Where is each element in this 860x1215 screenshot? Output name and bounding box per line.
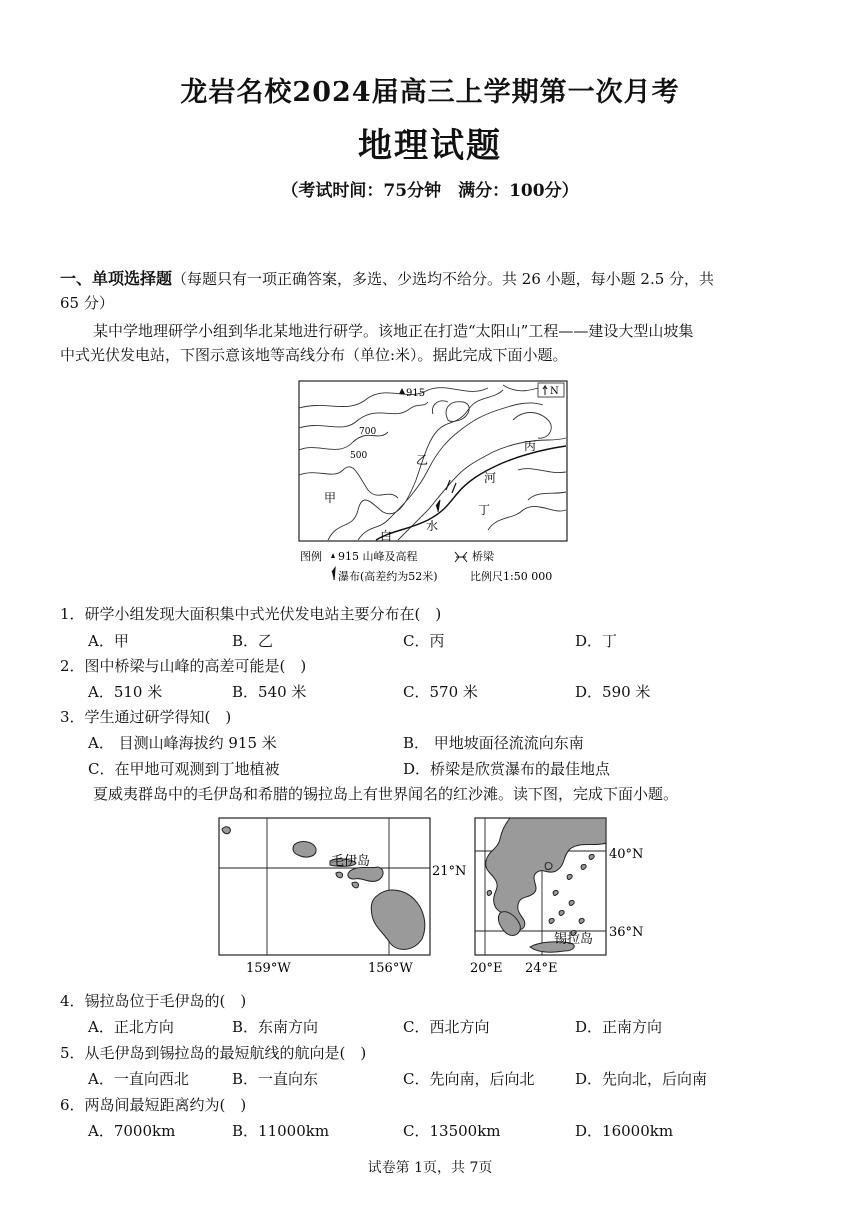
exam-title: 龙岩名校2024届高三上学期第一次月考	[180, 77, 680, 108]
q5-option-a[interactable]: A．一直向西北	[88, 1070, 189, 1088]
q6-stem: 6．两岛间最短距离约为( )	[60, 1096, 247, 1114]
q6-option-b[interactable]: B．11000km	[232, 1122, 330, 1140]
q1-stem: 1．研学小组发现大面积集中式光伏发电站主要分布在( )	[60, 605, 442, 623]
peak-label: 915	[406, 388, 426, 399]
q5-option-d[interactable]: D．先向北，后向南	[575, 1070, 708, 1088]
q6-option-a[interactable]: A．7000km	[88, 1122, 176, 1140]
q1-option-a[interactable]: A．甲	[88, 632, 129, 650]
hawaii-map	[218, 815, 468, 980]
legend-waterfall-icon	[332, 568, 335, 580]
contour-label-500: 500	[350, 451, 368, 461]
section-instructions: （每题只有一项正确答案，多选、少选均不给分。共 26 小题，每小题 2.5 分，共	[172, 270, 715, 288]
q5-option-b[interactable]: B．一直向东	[232, 1070, 319, 1088]
legend-peak-icon	[331, 553, 335, 558]
q3-option-c[interactable]: C．在甲地可观测到丁地植被	[88, 760, 280, 778]
q5-option-c[interactable]: C．先向南，后向北	[403, 1070, 535, 1088]
lon-label-159w: 159°W	[246, 961, 291, 976]
river-label-he: 河	[484, 471, 497, 485]
contour-label-700: 700	[359, 427, 377, 437]
maui-label: 毛伊岛	[331, 854, 371, 869]
section-instructions-line2: 65 分）	[60, 294, 114, 312]
legend-peak: 915 山峰及高程	[338, 550, 418, 563]
q2-stem: 2．图中桥梁与山峰的高差可能是( )	[60, 657, 307, 675]
q4-option-a[interactable]: A．正北方向	[88, 1018, 174, 1036]
q1-option-b[interactable]: B．乙	[232, 632, 274, 650]
thera-label: 锡拉岛	[554, 932, 594, 947]
page-footer: 试卷第 1页，共 7页	[367, 1160, 493, 1176]
q2-option-c[interactable]: C．570 米	[403, 683, 478, 701]
river-label-shui: 水	[426, 519, 439, 533]
place-ding: 丁	[478, 503, 491, 517]
legend-bridge: 桥梁	[472, 550, 494, 563]
legend-label: 图例	[300, 550, 322, 563]
q3-option-d[interactable]: D．桥梁是欣赏瀑布的最佳地点	[403, 760, 611, 778]
greece-map	[470, 815, 650, 980]
q5-stem: 5．从毛伊岛到锡拉岛的最短航线的航向是( )	[60, 1044, 367, 1062]
q4-option-c[interactable]: C．西北方向	[403, 1018, 490, 1036]
passage2-line1: 夏威夷群岛中的毛伊岛和希腊的锡拉岛上有世界闻名的红沙滩。读下图，完成下面小题。	[93, 785, 679, 803]
legend-bridge-icon	[455, 552, 467, 562]
lon-label-20e: 20°E	[470, 961, 503, 976]
place-yi: 乙	[416, 453, 429, 467]
q6-option-c[interactable]: C．13500km	[403, 1122, 501, 1140]
q2-option-b[interactable]: B．540 米	[232, 683, 307, 701]
q2-option-d[interactable]: D．590 米	[575, 683, 651, 701]
q3-option-a[interactable]: A． 目测山峰海拔约 915 米	[88, 734, 277, 752]
lat-label-40n: 40°N	[609, 847, 644, 862]
q4-option-d[interactable]: D．正南方向	[575, 1018, 663, 1036]
q3-option-b[interactable]: B． 甲地坡面径流流向东南	[403, 734, 584, 752]
place-jia: 甲	[324, 491, 337, 505]
place-bing: 丙	[524, 439, 537, 453]
legend-scale: 比例尺1:50 000	[470, 570, 553, 583]
subject-title: 地理试题	[358, 126, 502, 166]
q1-option-c[interactable]: C．丙	[403, 632, 445, 650]
lon-label-156w: 156°W	[368, 961, 413, 976]
q4-option-b[interactable]: B．东南方向	[232, 1018, 319, 1036]
legend-waterfall: 瀑布(高差约为52米)	[338, 570, 438, 583]
river-label-bai: 白	[380, 529, 393, 543]
exam-info: （考试时间：75分钟 满分：100分）	[281, 181, 579, 201]
lon-label-24e: 24°E	[525, 961, 558, 976]
lat-label-36n: 36°N	[609, 925, 644, 940]
q1-option-d[interactable]: D．丁	[575, 632, 618, 650]
section-instructions-line1	[60, 268, 714, 290]
north-label: N	[550, 386, 559, 397]
lat-label-21n: 21°N	[432, 864, 467, 879]
section-heading: 一、单项选择题	[60, 269, 173, 288]
contour-map	[298, 380, 568, 590]
passage1-line2: 中式光伏发电站，下图示意该地等高线分布（单位:米）。据此完成下面小题。	[60, 346, 568, 364]
q6-option-d[interactable]: D．16000km	[575, 1122, 674, 1140]
passage1-line1: 某中学地理研学小组到华北某地进行研学。该地正在打造“太阳山”工程——建设大型山坡集	[93, 322, 694, 340]
q3-stem: 3．学生通过研学得知( )	[60, 708, 232, 726]
q2-option-a[interactable]: A．510 米	[88, 683, 163, 701]
q4-stem: 4．锡拉岛位于毛伊岛的( )	[60, 992, 247, 1010]
